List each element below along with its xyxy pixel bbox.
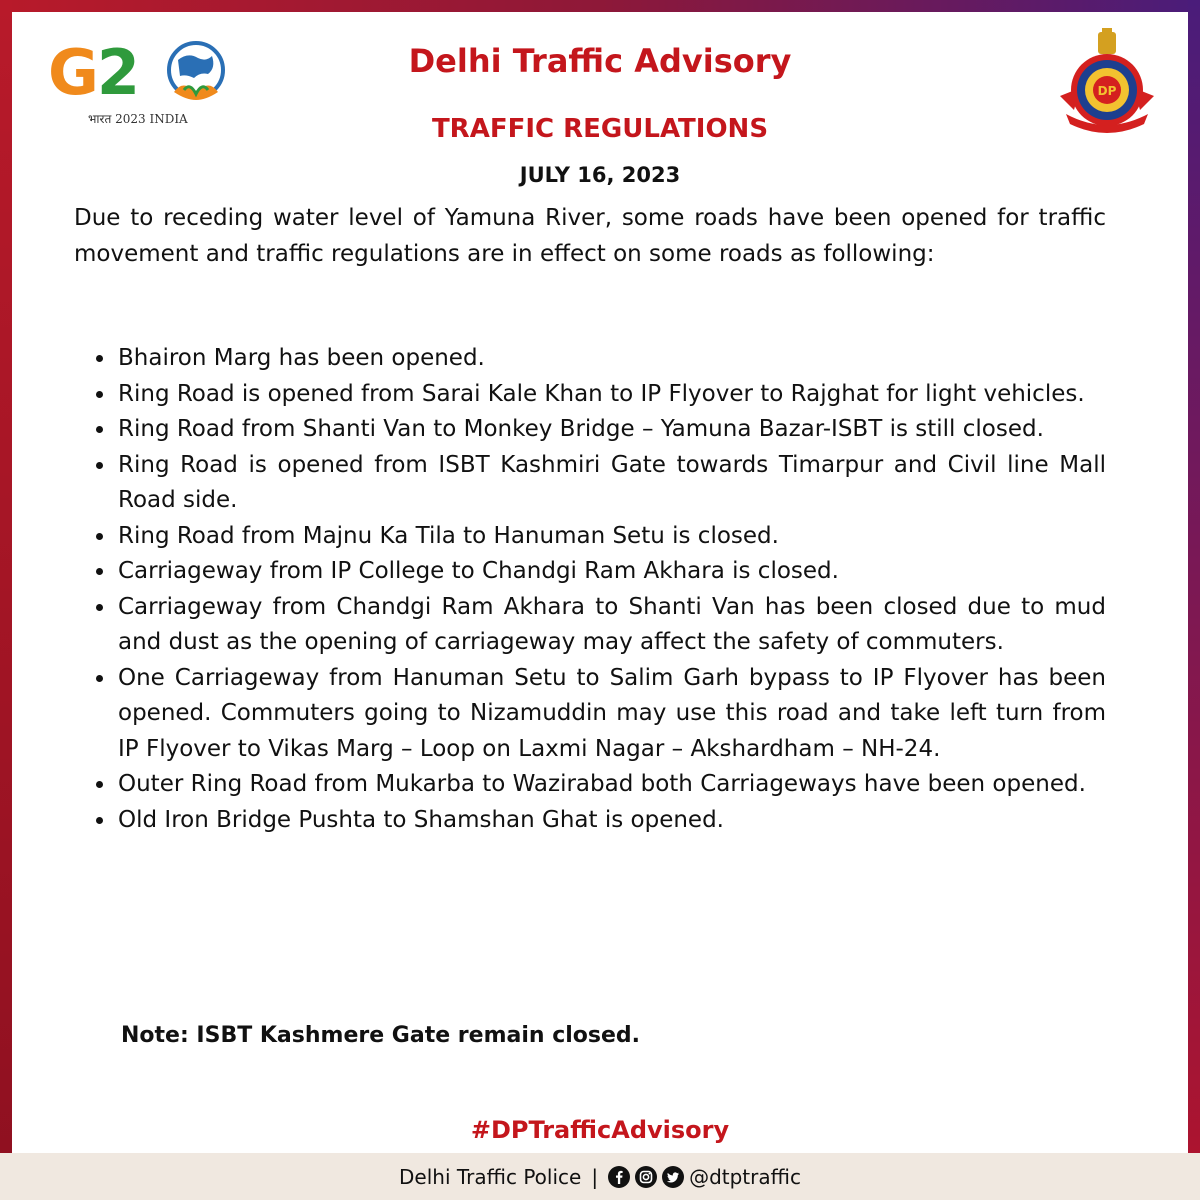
footer-separator: | [591,1164,599,1189]
g20-tagline: भारत 2023 INDIA [88,112,188,126]
hashtag: #DPTrafficAdvisory [470,1116,730,1144]
top-border [0,0,1200,12]
twitter-icon[interactable] [662,1166,684,1188]
list-item: Ring Road from Shanti Van to Monkey Bridge – Yamuna Bazar-ISBT is still closed. [74,412,1106,448]
footer-bar [0,1153,1200,1200]
note-text: Note: ISBT Kashmere Gate remain closed. [121,1023,641,1048]
list-item: Ring Road from Majnu Ka Tila to Hanuman Setu is closed. [74,519,1106,555]
intro-paragraph: Due to receding water level of Yamuna River, some roads have been opened for traffic movement and traffic regulations are in effect on some roads as following: [74,205,1106,267]
list-item: Carriageway from IP College to Chandgi Ram Akhara is closed. [74,554,1106,590]
footer-handle[interactable]: @dtptraffic [689,1164,801,1189]
list-item: Bhairon Marg has been opened. [74,341,1106,377]
instagram-icon[interactable] [635,1166,657,1188]
list-item: Outer Ring Road from Mukarba to Wazirabad both Carriageways have been opened. [74,767,1106,803]
svg-text:DP: DP [1097,84,1117,98]
page-title: Delhi Traffic Advisory [408,42,792,80]
page-subtitle: TRAFFIC REGULATIONS [431,114,769,144]
list-item: Old Iron Bridge Pushta to Shamshan Ghat is opened. [74,803,1106,839]
regulation-list [74,341,1106,838]
list-item: Ring Road is opened from ISBT Kashmiri Gate towards Timarpur and Civil line Mall Road side. [74,448,1106,519]
list-item: One Carriageway from Hanuman Setu to Salim Garh bypass to IP Flyover has been opened. Commuters going to Nizamuddin may use this road and take left turn from IP Flyover to Vikas Marg – Loop on Laxmi Nagar – Akshardham – NH-24. [74,661,1106,768]
list-item: Ring Road is opened from Sarai Kale Khan to IP Flyover to Rajghat for light vehicles. [74,377,1106,413]
list-item: Carriageway from Chandgi Ram Akhara to Shanti Van has been closed due to mud and dust as the opening of carriageway may affect the safety of commuters. [74,590,1106,661]
facebook-icon[interactable] [608,1166,630,1188]
footer-org: Delhi Traffic Police [399,1164,582,1189]
g20-logo-text: G2 [48,36,139,109]
advisory-date: JULY 16, 2023 [519,163,681,187]
